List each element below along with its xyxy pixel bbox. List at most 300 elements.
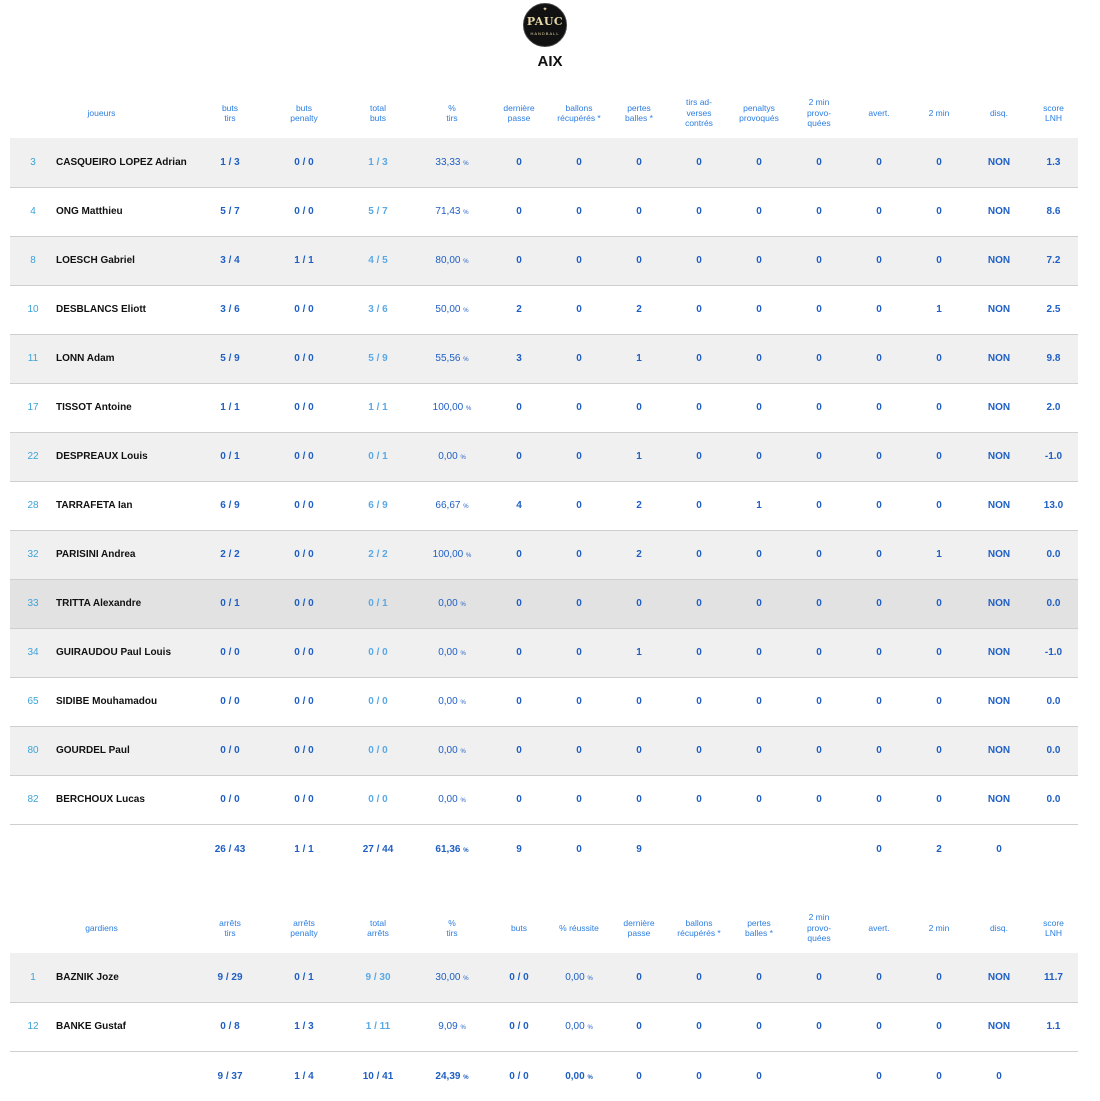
percent-sign: % [463,259,469,265]
stat-cell: 4 / 5 [341,236,415,285]
player-cell [10,579,193,628]
stat-cell: 0 / 1 [193,579,267,628]
stat-cell: 0 [789,677,849,726]
total-cell: 0 [756,1070,762,1082]
table-row [10,953,1078,1002]
percent-value: 55,56 [435,353,461,364]
player-name: LONN Adam [56,353,115,364]
stat-cell: 0 [669,677,729,726]
jersey-number: 82 [27,794,39,805]
stat-cell: 0.0 [1029,530,1078,579]
percent-sign: % [460,455,466,461]
stat-cell: 0 / 0 [267,677,341,726]
player-cell [10,383,193,432]
stat-cell: 0 [849,138,909,187]
stat-cell: 0 [909,628,969,677]
stat-cell: 1 [609,334,669,383]
player-name: TARRAFETA Ian [56,500,133,511]
column-header: score LNH [1043,102,1064,123]
stat-cell: 0 [669,138,729,187]
stat-cell: 0 / 0 [267,432,341,481]
player-cell [10,953,193,1002]
stat-cell: 2 [489,285,549,334]
stat-cell: 2 / 2 [341,530,415,579]
player-cell [10,481,193,530]
stat-cell: 5 / 7 [193,187,267,236]
stat-cell: 1 [909,530,969,579]
jersey-number: 80 [27,745,39,756]
table-row [10,187,1078,236]
stat-cell: 0 [549,236,609,285]
total-cell: 0 [996,1070,1002,1082]
stat-cell: 13.0 [1029,481,1078,530]
percent-value: 66,67 [435,500,461,511]
percent-value: 0,00 [438,794,458,805]
stat-cell: 2.5 [1029,285,1078,334]
stat-cell: 0 [549,285,609,334]
table-row [10,726,1078,775]
stat-cell: 0 [489,628,549,677]
player-name: DESPREAUX Louis [56,451,148,462]
stat-cell: 0.0 [1029,726,1078,775]
column-header: disq. [990,107,1008,118]
stat-cell: 0 / 0 [193,677,267,726]
total-cell: 9 / 37 [217,1070,243,1082]
table-row [10,334,1078,383]
stat-cell: 0 [549,138,609,187]
table-row [10,481,1078,530]
player-cell [10,432,193,481]
stat-cell: 2 [609,481,669,530]
players-stats-table [10,88,1078,874]
stat-cell: 0 / 1 [341,432,415,481]
percent-cell [415,953,489,1002]
stat-cell: 0 [849,775,909,824]
column-header: joueurs [87,107,116,118]
percent-value: 71,43 [435,206,461,217]
stat-cell: -1.0 [1029,628,1078,677]
stat-cell: 0 [669,187,729,236]
total-cell: 0 [936,1070,942,1082]
player-name: GOURDEL Paul [56,745,130,756]
column-header: penaltys provoqués [739,102,779,123]
percent-sign: % [587,1074,593,1081]
jersey-number: 8 [30,255,36,266]
stat-cell: 2.0 [1029,383,1078,432]
stat-cell: 7.2 [1029,236,1078,285]
stat-cell: 0 [849,628,909,677]
stat-cell: 11.7 [1029,953,1078,1002]
jersey-number: 10 [27,304,39,315]
stat-cell: 0 [609,1002,669,1051]
stat-cell: 0 [609,953,669,1002]
column-header: avert. [868,107,890,118]
empty-cell [1029,824,1078,874]
stat-cell: 0 [909,383,969,432]
table-row [10,530,1078,579]
player-cell [10,138,193,187]
stat-cell: 0.0 [1029,579,1078,628]
totals-label-spacer [10,824,193,874]
player-cell [10,334,193,383]
percent-sign: % [463,975,469,982]
stat-cell: 1 / 11 [341,1002,415,1051]
total-cell: 10 / 41 [362,1070,394,1082]
stat-cell: 0 / 0 [267,285,341,334]
jersey-number: 3 [30,156,36,168]
column-header: total buts [369,102,387,123]
stat-cell: 1 [729,481,789,530]
column-header: % tirs [446,917,458,938]
percent-sign: % [587,975,593,982]
total-cell: 1 / 1 [294,843,314,855]
stat-cell: 0 [669,285,729,334]
percent-cell [415,1002,489,1051]
stat-cell: 0 [909,953,969,1002]
percent-sign: % [463,210,469,216]
stat-cell: 0 [729,628,789,677]
player-cell [10,1002,193,1051]
stat-cell: 0 [669,383,729,432]
player-cell [10,628,193,677]
stat-cell: 0 [609,775,669,824]
stat-cell: 0 [789,1002,849,1051]
stat-cell: 0 [849,383,909,432]
player-name: ONG Matthieu [56,206,123,217]
jersey-number: 34 [27,647,39,658]
column-header: pertes balles * [625,102,653,123]
player-name: TRITTA Alexandre [56,598,142,609]
stat-cell: 0 / 0 [267,530,341,579]
stat-cell: 0 [789,187,849,236]
stat-cell: 0 [729,579,789,628]
stat-cell: 0 [489,138,549,187]
column-header: pertes balles * [745,917,773,938]
stat-cell: 1 / 1 [267,236,341,285]
percent-cell [415,824,489,874]
stat-cell: 0 [489,530,549,579]
stat-cell: NON [969,1002,1029,1051]
stat-cell: 5 / 9 [193,334,267,383]
stat-cell: NON [969,383,1029,432]
table-row [10,236,1078,285]
stat-cell: 1 / 3 [341,138,415,187]
percent-value: 0,00 [565,1021,585,1032]
stat-cell: 0 [669,953,729,1002]
stat-cell: 0 / 0 [267,579,341,628]
column-header: arrêts penalty [290,917,318,938]
stat-cell: 0 [849,481,909,530]
jersey-number: 28 [27,500,39,511]
stat-cell: 2 [609,530,669,579]
stat-cell: NON [969,775,1029,824]
stat-cell: 1 / 3 [193,138,267,187]
stat-cell: 0 [789,285,849,334]
stat-cell: 0 [789,236,849,285]
percent-cell [415,187,489,236]
table-row [10,285,1078,334]
percent-sign: % [463,1074,469,1081]
stat-cell: 0 [549,481,609,530]
stat-cell: 0 / 0 [341,775,415,824]
percent-sign: % [466,553,472,559]
stat-cell: 0 [729,530,789,579]
player-cell [10,285,193,334]
percent-value: 0,00 [438,598,458,609]
percent-sign: % [463,160,469,167]
logo-star-icon: ✦ [542,7,548,13]
column-header: ballons récupérés * [557,102,601,123]
jersey-number: 17 [27,402,39,413]
stat-cell: 0 [549,187,609,236]
stat-cell: 0 [669,236,729,285]
percent-value: 100,00 [432,549,464,560]
percent-value: 100,00 [432,402,464,413]
percent-sign: % [463,357,469,363]
stat-cell: 6 / 9 [193,481,267,530]
stat-cell: 0 / 1 [341,579,415,628]
percent-sign: % [466,406,472,412]
stat-cell: 0 [789,334,849,383]
player-name: DESBLANCS Eliott [56,304,146,315]
total-cell: 0 [876,1070,882,1082]
stat-cell: 0 / 1 [267,953,341,1002]
stat-cell: NON [969,726,1029,775]
empty-cell [1029,1051,1078,1101]
stat-cell: 0 [909,432,969,481]
percent-cell [415,236,489,285]
stat-cell: 0 [549,334,609,383]
stat-cell: 0 / 0 [267,383,341,432]
jersey-number: 1 [30,971,36,983]
stat-cell: 0 [489,579,549,628]
stat-cell: 0 [669,530,729,579]
percent-value: 0,00 [438,696,458,707]
stat-cell: 0 [549,432,609,481]
stat-cell: NON [969,285,1029,334]
stat-cell: 0 [729,432,789,481]
player-cell [10,187,193,236]
stat-cell: 0 [909,481,969,530]
stat-cell: 0 [849,1002,909,1051]
stat-cell: 0 / 0 [341,726,415,775]
total-cell: 27 / 44 [362,843,394,855]
stat-cell: 0 / 1 [193,432,267,481]
percent-sign: % [463,308,469,314]
stat-cell: 4 [489,481,549,530]
stat-cell: 0 [489,726,549,775]
stat-cell: 3 [489,334,549,383]
percent-value: 50,00 [435,304,461,315]
player-name: TISSOT Antoine [56,402,132,413]
column-header: tirs ad- verses contrés [685,97,713,129]
stat-cell: 0 [849,726,909,775]
player-name: CASQUEIRO LOPEZ Adrian [56,156,187,168]
stat-cell: 0 [549,530,609,579]
percent-value: 0,00 [438,647,458,658]
empty-cell [669,824,729,874]
stat-cell: NON [969,187,1029,236]
percent-value: 0,00 [565,1070,585,1082]
total-cell: 0 [996,843,1002,855]
stat-cell: NON [969,677,1029,726]
percent-cell [549,953,609,1002]
total-cell: 26 / 43 [214,843,246,855]
stat-cell: 0 [669,334,729,383]
player-name: LOESCH Gabriel [56,255,135,266]
column-header: gardiens [85,922,118,933]
stat-cell: 0 [909,138,969,187]
column-header: total arrêts [367,917,389,938]
stat-cell: 0 / 0 [193,726,267,775]
stat-cell: 3 / 6 [193,285,267,334]
stat-cell: 1 / 1 [193,383,267,432]
stat-cell: 0 [909,1002,969,1051]
totals-label-spacer [10,1051,193,1101]
total-cell: 0 / 0 [509,1070,529,1082]
stat-cell: 0 [729,285,789,334]
stat-cell: 0 [489,775,549,824]
stat-cell: 9.8 [1029,334,1078,383]
stat-cell: 0 / 0 [341,628,415,677]
stat-cell: 0 / 0 [267,334,341,383]
stat-cell: 3 / 4 [193,236,267,285]
stat-cell: 1.3 [1029,138,1078,187]
stat-cell: 0.0 [1029,677,1078,726]
stat-cell: 0 [549,726,609,775]
percent-value: 61,36 [435,843,461,855]
stat-cell: 0 [729,187,789,236]
stat-cell: 0 [789,579,849,628]
total-cell: 0 [876,843,882,855]
jersey-number: 11 [27,353,39,364]
percent-cell [415,775,489,824]
stat-cell: 0 [849,953,909,1002]
stat-cell: 0 [849,432,909,481]
column-header: 2 min [928,107,950,118]
total-cell: 9 [636,843,642,855]
column-header: % tirs [446,102,458,123]
percent-cell [415,285,489,334]
table-row [10,1002,1078,1051]
stat-cell: 0 [669,1002,729,1051]
table-row [10,383,1078,432]
stat-cell: 0 [609,383,669,432]
stat-cell: NON [969,138,1029,187]
column-header: buts tirs [221,102,239,123]
stat-cell: 0 [609,579,669,628]
stat-cell: 0 [789,481,849,530]
stat-cell: 0 [909,236,969,285]
percent-cell [415,432,489,481]
stat-cell: 0 [789,138,849,187]
stat-cell: 0 [909,726,969,775]
stat-cell: 0 [729,236,789,285]
column-header: buts penalty [290,102,318,123]
table-row [10,432,1078,481]
stat-cell: 0 [909,677,969,726]
percent-value: 80,00 [435,255,461,266]
percent-value: 30,00 [435,971,461,983]
stat-cell: 0 [609,236,669,285]
jersey-number: 22 [27,451,39,462]
column-header: buts [510,922,528,933]
totals-row [10,824,1078,874]
stat-cell: 1 [909,285,969,334]
stat-cell: 0 [849,677,909,726]
percent-sign: % [463,504,469,510]
stat-cell: 0 [909,775,969,824]
total-cell: 0 [696,1070,702,1082]
stat-cell: 2 [609,285,669,334]
stat-cell: 0 [669,579,729,628]
percent-sign: % [460,749,466,755]
jersey-number: 33 [27,598,39,609]
column-header: 2 min provo- quées [806,97,832,129]
goalkeepers-stats-table [10,903,1078,1101]
jersey-number: 4 [30,206,36,217]
table-row [10,628,1078,677]
stat-cell: 0 / 8 [193,1002,267,1051]
column-header: dernière passe [503,102,535,123]
jersey-number: 32 [27,549,39,560]
column-header: % réussite [559,922,599,933]
table-row [10,775,1078,824]
stat-cell: 0 [489,187,549,236]
column-header: avert. [868,922,890,933]
percent-value: 9,09 [438,1021,458,1032]
stat-cell: 9 / 30 [341,953,415,1002]
stat-cell: 0 [489,236,549,285]
stat-cell: 0 [609,138,669,187]
stat-cell: 0 [789,726,849,775]
stat-cell: NON [969,432,1029,481]
stat-cell: 0 [909,334,969,383]
stat-cell: 0 [609,187,669,236]
percent-cell [415,726,489,775]
percent-sign: % [460,700,466,706]
stat-cell: 0 [669,628,729,677]
stat-cell: 0 [849,236,909,285]
stat-cell: 0 [909,187,969,236]
stat-cell: NON [969,953,1029,1002]
stat-cell: 6 / 9 [341,481,415,530]
stat-cell: 0 [609,677,669,726]
player-name: SIDIBE Mouhamadou [56,696,158,707]
stat-cell: 0 [489,677,549,726]
stat-cell: 0 / 0 [193,628,267,677]
percent-value: 33,33 [435,156,461,168]
stat-cell: 0 / 0 [341,677,415,726]
stat-cell: 0 [549,579,609,628]
empty-cell [729,824,789,874]
stat-cell: 0 [669,432,729,481]
stat-cell: 0 / 0 [489,953,549,1002]
stat-cell: 0 [669,726,729,775]
stat-cell: 0 [489,432,549,481]
percent-cell [415,530,489,579]
total-cell: 0 [636,1070,642,1082]
stat-cell: NON [969,236,1029,285]
stat-cell: NON [969,481,1029,530]
percent-cell [415,334,489,383]
stat-cell: 0 [849,334,909,383]
percent-cell [415,138,489,187]
table-row [10,677,1078,726]
percent-cell [415,677,489,726]
player-cell [10,677,193,726]
stat-cell: 1 / 1 [341,383,415,432]
